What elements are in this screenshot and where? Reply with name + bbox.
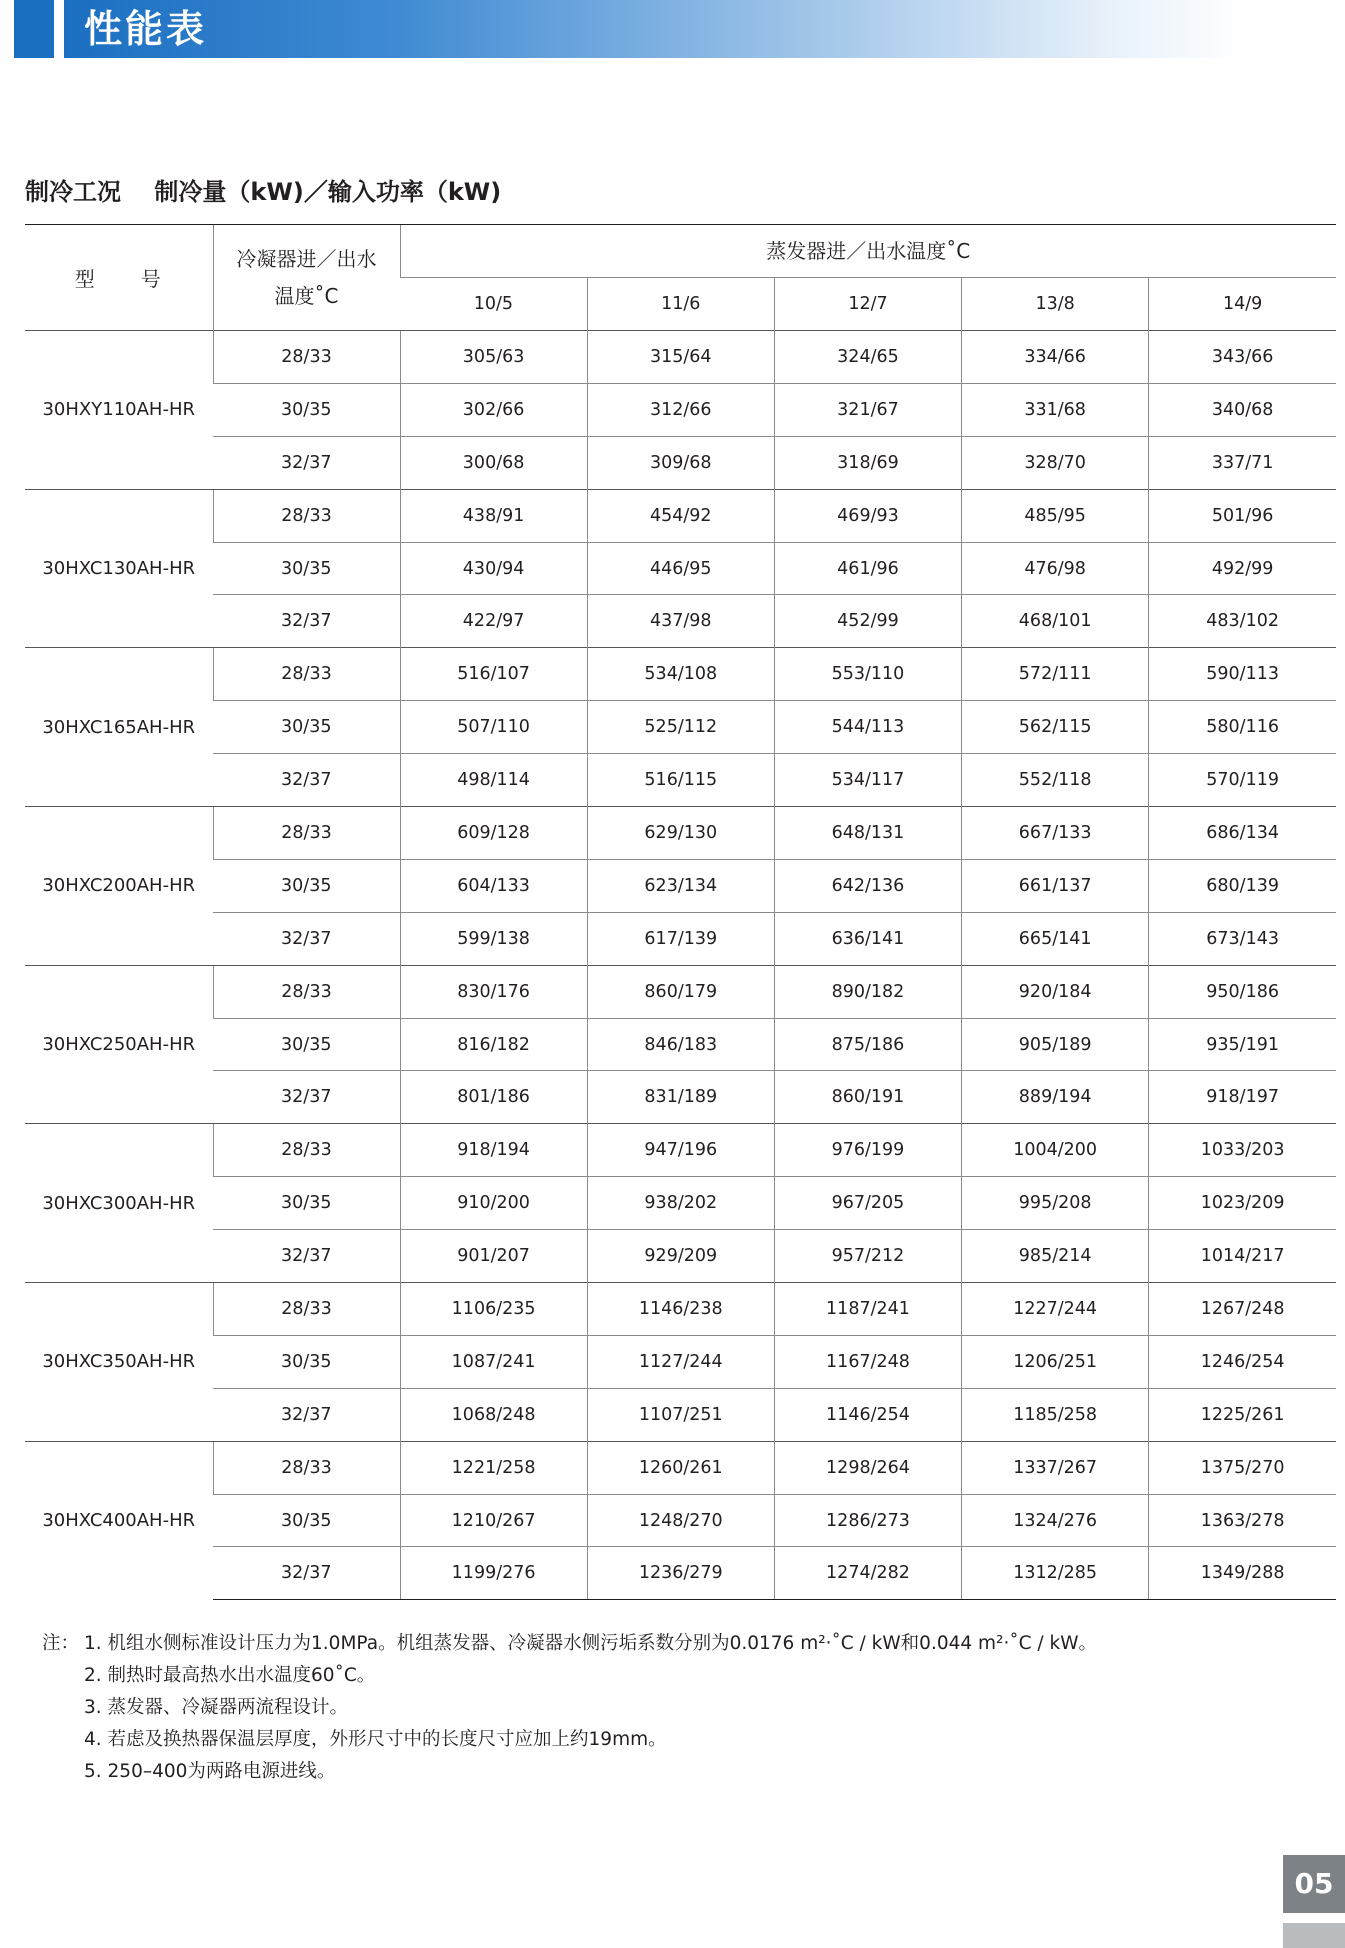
condenser-temp-cell: 32/37: [213, 1547, 400, 1600]
capacity-power-cell: 967/205: [774, 1177, 961, 1230]
table-row: [25, 1494, 1336, 1547]
capacity-power-cell: 1337/267: [962, 1441, 1149, 1494]
capacity-power-cell: 1185/258: [962, 1388, 1149, 1441]
capacity-power-cell: 995/208: [962, 1177, 1149, 1230]
capacity-power-cell: 846/183: [587, 1018, 774, 1071]
condenser-temp-cell: 30/35: [213, 859, 400, 912]
capacity-power-cell: 570/119: [1149, 754, 1336, 807]
capacity-power-cell: 516/115: [587, 754, 774, 807]
condenser-temp-cell: 28/33: [213, 807, 400, 860]
header-banner: [64, 0, 1244, 58]
capacity-power-cell: 957/212: [774, 1230, 961, 1283]
table-row: [25, 331, 1336, 384]
capacity-power-cell: 918/194: [400, 1124, 587, 1177]
note-line: [42, 1724, 1097, 1756]
capacity-power-cell: 831/189: [587, 1071, 774, 1124]
capacity-power-cell: 501/96: [1149, 489, 1336, 542]
table-row: [25, 859, 1336, 912]
evaporator-column-header: 蒸发器进／出水温度˚C: [400, 225, 1336, 278]
capacity-power-cell: 337/71: [1149, 436, 1336, 489]
condenser-header-line1: 冷凝器进／出水: [236, 246, 377, 271]
capacity-power-cell: 860/191: [774, 1071, 961, 1124]
capacity-power-cell: 343/66: [1149, 331, 1336, 384]
table-row: [25, 1335, 1336, 1388]
condenser-temp-cell: 32/37: [213, 754, 400, 807]
model-cell: 30HXC250AH-HR: [25, 965, 213, 1124]
capacity-power-cell: 525/112: [587, 701, 774, 754]
capacity-power-cell: 1286/273: [774, 1494, 961, 1547]
capacity-power-cell: 599/138: [400, 912, 587, 965]
capacity-power-cell: 642/136: [774, 859, 961, 912]
capacity-power-cell: 661/137: [962, 859, 1149, 912]
table-row: [25, 383, 1336, 436]
condenser-temp-cell: 32/37: [213, 1071, 400, 1124]
table-row: [25, 1547, 1336, 1600]
table-row: [25, 912, 1336, 965]
evaporator-temp-header: 14/9: [1149, 278, 1336, 331]
table-row: [25, 1283, 1336, 1336]
condenser-column-header: [213, 225, 400, 331]
capacity-power-cell: 1127/244: [587, 1335, 774, 1388]
capacity-power-cell: 476/98: [962, 542, 1149, 595]
condenser-temp-cell: 32/37: [213, 595, 400, 648]
evaporator-temp-header: 12/7: [774, 278, 961, 331]
capacity-power-cell: 334/66: [962, 331, 1149, 384]
condenser-temp-cell: 30/35: [213, 383, 400, 436]
table-row: [25, 1230, 1336, 1283]
model-cell: 30HXC300AH-HR: [25, 1124, 213, 1283]
table-row: [25, 1388, 1336, 1441]
capacity-power-cell: 686/134: [1149, 807, 1336, 860]
capacity-power-cell: 1349/288: [1149, 1547, 1336, 1600]
capacity-power-cell: 321/67: [774, 383, 961, 436]
table-row: [25, 1071, 1336, 1124]
capacity-power-cell: 590/113: [1149, 648, 1336, 701]
capacity-power-cell: 680/139: [1149, 859, 1336, 912]
capacity-power-cell: 312/66: [587, 383, 774, 436]
capacity-power-cell: 1298/264: [774, 1441, 961, 1494]
condenser-temp-cell: 30/35: [213, 1177, 400, 1230]
notes: [42, 1628, 1097, 1788]
capacity-power-cell: 340/68: [1149, 383, 1336, 436]
condenser-temp-cell: 30/35: [213, 542, 400, 595]
capacity-power-cell: 315/64: [587, 331, 774, 384]
capacity-power-cell: 890/182: [774, 965, 961, 1018]
capacity-power-cell: 609/128: [400, 807, 587, 860]
note-item: 5. 250–400为两路电源进线。: [84, 1761, 336, 1782]
capacity-power-cell: 309/68: [587, 436, 774, 489]
capacity-power-cell: 1246/254: [1149, 1335, 1336, 1388]
performance-table-body: [25, 331, 1336, 1600]
capacity-power-cell: 1260/261: [587, 1441, 774, 1494]
model-cell: 30HXC165AH-HR: [25, 648, 213, 807]
capacity-power-cell: 318/69: [774, 436, 961, 489]
capacity-power-cell: 920/184: [962, 965, 1149, 1018]
capacity-power-cell: 516/107: [400, 648, 587, 701]
page-number: 05: [1283, 1855, 1345, 1913]
table-row: [25, 489, 1336, 542]
capacity-power-cell: 950/186: [1149, 965, 1336, 1018]
capacity-power-cell: 801/186: [400, 1071, 587, 1124]
notes-label: 注：: [42, 1633, 80, 1654]
model-column-header: 型 号: [25, 225, 213, 331]
note-item: 1. 机组水侧标准设计压力为1.0MPa。机组蒸发器、冷凝器水侧污垢系数分别为0.0176 m²·˚C / kW和0.044 m²·˚C / kW。: [84, 1633, 1098, 1654]
note-line: [42, 1756, 1097, 1788]
capacity-power-cell: 1146/254: [774, 1388, 961, 1441]
capacity-power-cell: 1106/235: [400, 1283, 587, 1336]
condenser-temp-cell: 28/33: [213, 1283, 400, 1336]
table-row: [25, 1018, 1336, 1071]
capacity-power-cell: 437/98: [587, 595, 774, 648]
capacity-power-cell: 300/68: [400, 436, 587, 489]
capacity-power-cell: 929/209: [587, 1230, 774, 1283]
capacity-power-cell: 469/93: [774, 489, 961, 542]
table-row: [25, 1124, 1336, 1177]
capacity-power-cell: 324/65: [774, 331, 961, 384]
evaporator-temp-header: 13/8: [962, 278, 1149, 331]
capacity-power-cell: 534/108: [587, 648, 774, 701]
condenser-temp-cell: 30/35: [213, 1494, 400, 1547]
capacity-power-cell: 461/96: [774, 542, 961, 595]
condenser-temp-cell: 32/37: [213, 1230, 400, 1283]
condenser-temp-cell: 28/33: [213, 965, 400, 1018]
capacity-power-cell: 918/197: [1149, 1071, 1336, 1124]
evaporator-temp-header: 11/6: [587, 278, 774, 331]
table-row: [25, 965, 1336, 1018]
condenser-header-line2: 温度˚C: [274, 283, 339, 308]
capacity-power-cell: 580/116: [1149, 701, 1336, 754]
table-row: [25, 754, 1336, 807]
capacity-power-cell: 562/115: [962, 701, 1149, 754]
condenser-temp-cell: 32/37: [213, 436, 400, 489]
capacity-power-cell: 604/133: [400, 859, 587, 912]
capacity-power-cell: 667/133: [962, 807, 1149, 860]
capacity-power-cell: 507/110: [400, 701, 587, 754]
capacity-power-cell: 452/99: [774, 595, 961, 648]
condenser-temp-cell: 32/37: [213, 912, 400, 965]
capacity-power-cell: 617/139: [587, 912, 774, 965]
capacity-power-cell: 1225/261: [1149, 1388, 1336, 1441]
capacity-power-cell: 860/179: [587, 965, 774, 1018]
condenser-temp-cell: 30/35: [213, 1335, 400, 1388]
table-row: [25, 648, 1336, 701]
capacity-power-cell: 976/199: [774, 1124, 961, 1177]
table-row: [25, 595, 1336, 648]
condenser-temp-cell: 28/33: [213, 1441, 400, 1494]
condenser-temp-cell: 28/33: [213, 648, 400, 701]
capacity-power-cell: 446/95: [587, 542, 774, 595]
capacity-power-cell: 665/141: [962, 912, 1149, 965]
capacity-power-cell: 485/95: [962, 489, 1149, 542]
capacity-power-cell: 1187/241: [774, 1283, 961, 1336]
note-item: 3. 蒸发器、冷凝器两流程设计。: [84, 1697, 349, 1718]
capacity-power-cell: 1107/251: [587, 1388, 774, 1441]
table-row: [25, 542, 1336, 595]
capacity-power-cell: 305/63: [400, 331, 587, 384]
evaporator-temp-header: 10/5: [400, 278, 587, 331]
section-title: 制冷工况 制冷量（kW)／输入功率（kW): [25, 178, 502, 206]
capacity-power-cell: 1227/244: [962, 1283, 1149, 1336]
capacity-power-cell: 1248/270: [587, 1494, 774, 1547]
capacity-power-cell: 302/66: [400, 383, 587, 436]
note-line: [42, 1628, 1097, 1660]
capacity-power-cell: 328/70: [962, 436, 1149, 489]
capacity-power-cell: 938/202: [587, 1177, 774, 1230]
capacity-power-cell: 648/131: [774, 807, 961, 860]
capacity-power-cell: 629/130: [587, 807, 774, 860]
header-accent-block: [14, 0, 54, 58]
capacity-power-cell: 1087/241: [400, 1335, 587, 1388]
capacity-power-cell: 901/207: [400, 1230, 587, 1283]
capacity-power-cell: 910/200: [400, 1177, 587, 1230]
page-number-bar: [1283, 1923, 1345, 1948]
capacity-power-cell: 422/97: [400, 595, 587, 648]
capacity-power-cell: 1210/267: [400, 1494, 587, 1547]
note-line: [42, 1660, 1097, 1692]
condenser-temp-cell: 28/33: [213, 489, 400, 542]
table-row: [25, 1441, 1336, 1494]
capacity-power-cell: 552/118: [962, 754, 1149, 807]
capacity-power-cell: 430/94: [400, 542, 587, 595]
capacity-power-cell: 492/99: [1149, 542, 1336, 595]
capacity-power-cell: 331/68: [962, 383, 1149, 436]
model-cell: 30HXY110AH-HR: [25, 331, 213, 490]
condenser-temp-cell: 28/33: [213, 331, 400, 384]
capacity-power-cell: 905/189: [962, 1018, 1149, 1071]
table-row: [25, 1177, 1336, 1230]
capacity-power-cell: 1363/278: [1149, 1494, 1336, 1547]
capacity-power-cell: 553/110: [774, 648, 961, 701]
table-row: [25, 701, 1336, 754]
capacity-power-cell: 985/214: [962, 1230, 1149, 1283]
capacity-power-cell: 534/117: [774, 754, 961, 807]
capacity-power-cell: 816/182: [400, 1018, 587, 1071]
note-line: [42, 1692, 1097, 1724]
capacity-power-cell: 673/143: [1149, 912, 1336, 965]
capacity-power-cell: 1267/248: [1149, 1283, 1336, 1336]
performance-table: [25, 224, 1336, 1600]
page-title: 性能表: [84, 7, 208, 51]
capacity-power-cell: 1375/270: [1149, 1441, 1336, 1494]
capacity-power-cell: 1236/279: [587, 1547, 774, 1600]
capacity-power-cell: 454/92: [587, 489, 774, 542]
capacity-power-cell: 572/111: [962, 648, 1149, 701]
capacity-power-cell: 483/102: [1149, 595, 1336, 648]
capacity-power-cell: 1014/217: [1149, 1230, 1336, 1283]
capacity-power-cell: 468/101: [962, 595, 1149, 648]
capacity-power-cell: 1206/251: [962, 1335, 1149, 1388]
capacity-power-cell: 889/194: [962, 1071, 1149, 1124]
capacity-power-cell: 830/176: [400, 965, 587, 1018]
table-row: [25, 436, 1336, 489]
capacity-power-cell: 438/91: [400, 489, 587, 542]
condenser-temp-cell: 32/37: [213, 1388, 400, 1441]
capacity-power-cell: 498/114: [400, 754, 587, 807]
capacity-power-cell: 875/186: [774, 1018, 961, 1071]
condenser-temp-cell: 28/33: [213, 1124, 400, 1177]
capacity-power-cell: 1023/209: [1149, 1177, 1336, 1230]
note-item: 4. 若虑及换热器保温层厚度，外形尺寸中的长度尺寸应加上约19mm。: [84, 1729, 667, 1750]
capacity-power-cell: 1324/276: [962, 1494, 1149, 1547]
capacity-power-cell: 1068/248: [400, 1388, 587, 1441]
capacity-power-cell: 1004/200: [962, 1124, 1149, 1177]
condenser-temp-cell: 30/35: [213, 701, 400, 754]
capacity-power-cell: 636/141: [774, 912, 961, 965]
model-cell: 30HXC350AH-HR: [25, 1283, 213, 1442]
model-cell: 30HXC400AH-HR: [25, 1441, 213, 1600]
capacity-power-cell: 544/113: [774, 701, 961, 754]
capacity-power-cell: 1146/238: [587, 1283, 774, 1336]
capacity-power-cell: 1167/248: [774, 1335, 961, 1388]
capacity-power-cell: 935/191: [1149, 1018, 1336, 1071]
model-cell: 30HXC130AH-HR: [25, 489, 213, 648]
capacity-power-cell: 1312/285: [962, 1547, 1149, 1600]
capacity-power-cell: 1221/258: [400, 1441, 587, 1494]
model-cell: 30HXC200AH-HR: [25, 807, 213, 966]
capacity-power-cell: 623/134: [587, 859, 774, 912]
capacity-power-cell: 1033/203: [1149, 1124, 1336, 1177]
condenser-temp-cell: 30/35: [213, 1018, 400, 1071]
note-item: 2. 制热时最高热水出水温度60˚C。: [84, 1665, 376, 1686]
table-row: [25, 807, 1336, 860]
capacity-power-cell: 1199/276: [400, 1547, 587, 1600]
capacity-power-cell: 1274/282: [774, 1547, 961, 1600]
capacity-power-cell: 947/196: [587, 1124, 774, 1177]
